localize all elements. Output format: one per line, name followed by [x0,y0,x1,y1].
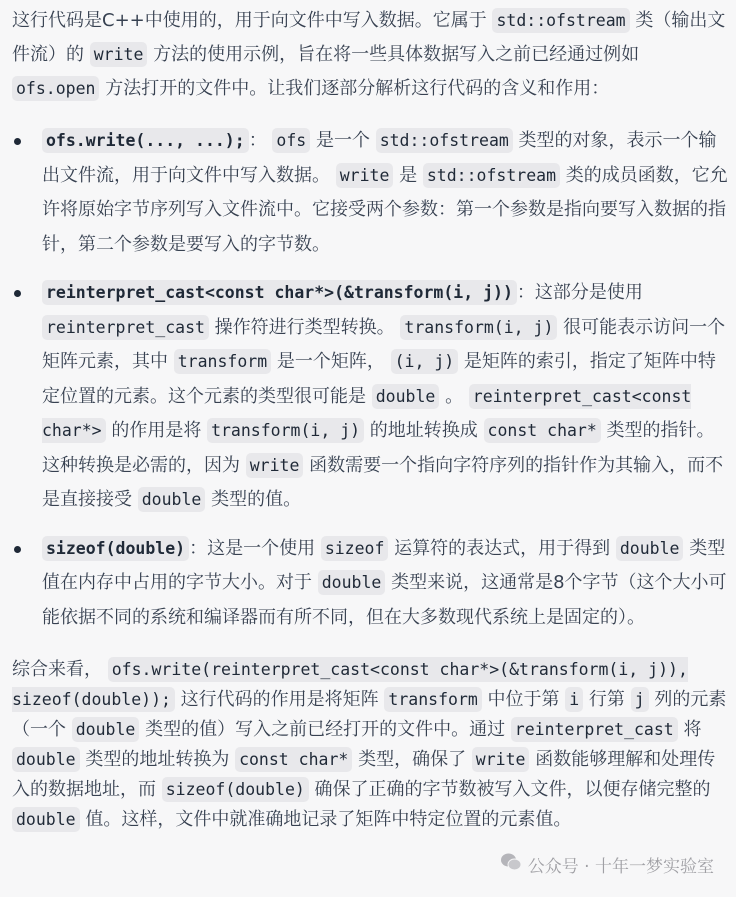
inline-code: sizeof(double) [42,536,189,561]
summary-paragraph [12,655,730,835]
text-run: 确保了正确的字节数被写入文件，以便存储完整的 [308,779,711,800]
text-run: 是一个矩阵， [271,351,391,372]
inline-code: transform [174,349,271,374]
inline-code: write [90,42,148,67]
inline-code: reinterpret_cast<const char*>(&transform(i, j)) [42,280,517,305]
inline-code: std::ofstream [492,8,629,33]
inline-code: (i, j) [391,349,459,374]
text-run: 类型值在内存中占用的字节大小。对于 [42,537,726,593]
text-run: 类型的值）写入之前已经打开的文件中。通过 [139,719,511,740]
text-run: ： [248,130,273,151]
inline-code: reinterpret_cast [511,717,678,742]
inline-code: transform [384,687,481,712]
text-run: 将 [677,719,702,740]
text-run: 类型的值。 [205,489,302,510]
text-run: 值。这样，文件中就准确地记录了矩阵中特定位置的元素值。 [79,809,572,830]
inline-code: sizeof [321,536,389,561]
inline-code: double [12,807,80,832]
text-run: 的地址转换成 [364,420,484,441]
text-run: 类的成员函数，它允许将原始字节序列写入文件流中。它接受两个参数：第一个参数是指向要写入数据的指针，第二个参数是要写入的字节数。 [42,164,728,255]
text-run: 中位于第 [481,689,566,710]
text-run: 函数需要一个指向字符序列的指针作为其输入，而不是直接接受 [42,454,724,510]
inline-code: const char* [484,418,601,443]
text-run: 是一个 [310,130,376,151]
inline-code: transform(i, j) [400,315,557,340]
inline-code: ofs.open [12,76,99,101]
watermark-text: 公众号 · 十年一梦实验室 [527,857,714,877]
inline-code: double [12,747,80,772]
inline-code: j [631,687,649,712]
text-run: 综合来看， [12,659,108,680]
inline-code: write [336,163,394,188]
text-run: 类型，确保了 [352,749,472,770]
inline-code: std::ofstream [423,163,560,188]
text-run: 类（输出文件流）的 [12,10,726,65]
text-run: ：这是一个使用 [189,537,321,559]
inline-code: ofs [272,128,310,153]
text-run: 是矩阵的索引，指定了矩阵中特定位置的元素。这个元素的类型很可能是 [42,351,716,407]
list-item-sizeof [42,532,730,636]
inline-code: double [616,536,684,561]
inline-code: const char* [235,747,352,772]
inline-code: write [246,453,304,478]
inline-code: ofs.write(..., ...); [42,128,249,153]
text-run: 类型的地址转换为 [79,749,236,770]
text-run: 这行代码的作用是将矩阵 [174,689,385,710]
inline-code: ofs.write(reinterpret_cast<const char*>(&transform(i, j)), sizeof(double)); [12,657,688,712]
wechat-icon [500,852,522,877]
text-run: 。 [439,385,469,407]
inline-code: i [565,687,583,712]
inline-code: std::ofstream [376,128,513,153]
text-run: 行第 [583,689,631,710]
inline-code: double [138,487,206,512]
inline-code: sizeof(double) [162,777,309,802]
watermark [500,852,714,877]
list-item-ofs-write [42,124,730,262]
text-run: 函数能够理解和处理传入的数据地址，而 [12,749,716,800]
inline-code: write [472,747,530,772]
text-run: 类型的对象，表示一个输出文件流，用于向文件中写入数据。 [42,130,717,186]
explanation-list [12,124,730,635]
inline-code: reinterpret_cast<const char*> [42,384,691,444]
inline-code: double [372,384,440,409]
inline-code: double [318,570,386,595]
text-run: 方法打开的文件中。让我们逐部分解析这行代码的含义和作用： [99,78,610,99]
text-run: 的作用是将 [105,420,208,441]
text-run: 类型的指针。这种转换是必需的，因为 [42,420,715,476]
text-run: 列的元素（一个 [12,689,727,740]
text-run: 类型来说，这通常是8个字节（这个大小可能依据不同的系统和编译器而有所不同，但在大多数现代系统上是固定的）。 [42,572,727,628]
text-run: 是 [393,164,423,186]
text-run: 方法的使用示例，旨在将一些具体数据写入之前已经通过例如 [147,44,640,65]
text-run: 这行代码是C++中使用的，用于向文件中写入数据。它属于 [12,10,493,31]
text-run: 很可能表示访问一个矩阵元素，其中 [42,316,726,372]
text-run: 操作符进行类型转换。 [208,316,401,338]
text-run: 运算符的表达式，用于得到 [388,537,616,559]
inline-code: transform(i, j) [207,418,364,443]
intro-paragraph [12,4,730,106]
inline-code: reinterpret_cast [42,315,209,340]
inline-code: double [72,717,140,742]
text-run: ：这部分是使用 [516,282,643,303]
list-item-reinterpret-cast [42,276,730,518]
